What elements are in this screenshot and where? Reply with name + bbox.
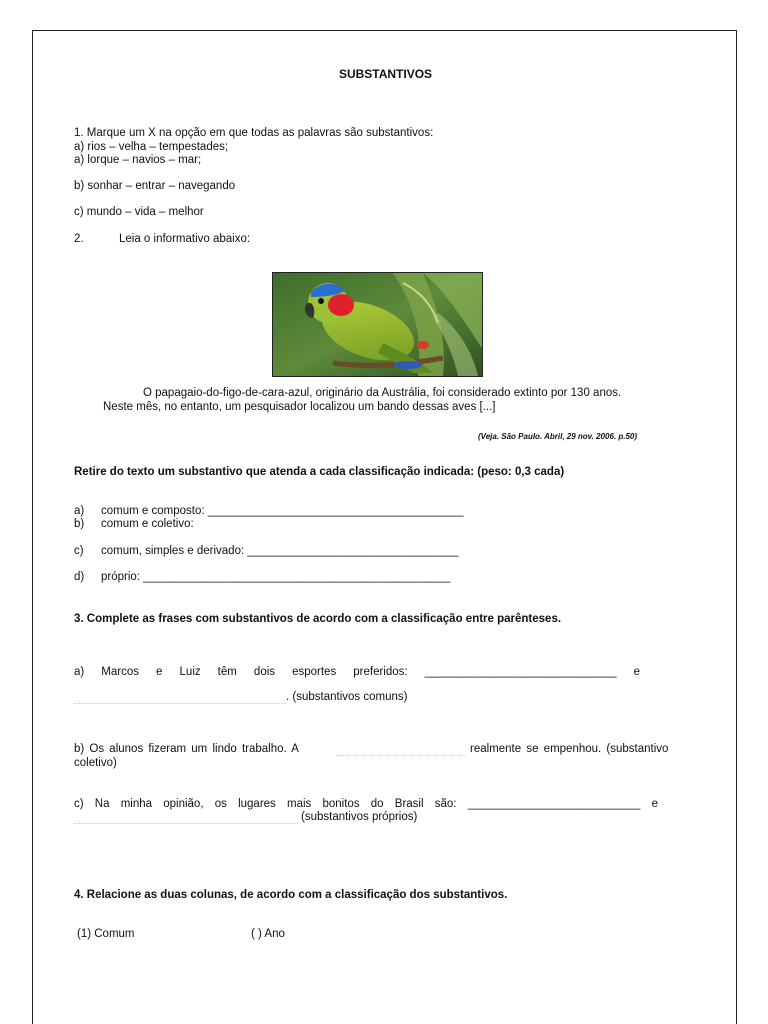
q1-option-3: b) sonhar – entrar – navegando	[74, 180, 236, 192]
q2-item-a-text: comum e composto: ________________________________________	[101, 505, 464, 517]
q2-prompt: Leia o informativo abaixo:	[119, 233, 251, 245]
q2-item-c-letter: c)	[74, 545, 84, 557]
q3-c-blank	[74, 823, 298, 824]
q1-option-2: a) lorque – navios – mar;	[74, 154, 202, 166]
q3-prompt: 3. Complete as frases com substantivos de acordo com a classificação entre parênteses.	[74, 613, 562, 625]
q3-a-line2: . (substantivos comuns)	[286, 691, 408, 703]
q2-caption-line2: Neste mês, no entanto, um pesquisador localizou um bando dessas aves [...]	[103, 401, 496, 413]
q2-reference: (Veja. São Paulo. Abril, 29 nov. 2006. p.50)	[478, 432, 638, 441]
q1-option-4: c) mundo – vida – melhor	[74, 206, 204, 218]
q3-b-line1-end: realmente se empenhou. (substantivo	[470, 743, 669, 755]
q2-item-b-text: comum e coletivo:	[101, 518, 194, 530]
q2-caption-line1: O papagaio-do-figo-de-cara-azul, originário da Austrália, foi considerado extinto por 130 anos.	[143, 387, 622, 399]
q3-b-line1: b) Os alunos fizeram um lindo trabalho. A	[74, 743, 299, 755]
q1-option-1: a) rios – velha – tempestades;	[74, 141, 229, 153]
q1-prompt: 1. Marque um X na opção em que todas as palavras são substantivos:	[74, 127, 434, 139]
q3-b-line2: coletivo)	[74, 757, 117, 769]
q3-c-line1: c) Na minha opinião, os lugares mais bonitos do Brasil são: ___________________________ e	[74, 798, 658, 810]
q2-item-a-letter: a)	[74, 505, 85, 517]
q2-item-b-letter: b)	[74, 518, 85, 530]
q2-instruction: Retire do texto um substantivo que atenda a cada classificação indicada: (peso: 0,3 cada)	[74, 466, 565, 478]
q2-item-d-letter: d)	[74, 571, 85, 583]
q3-a-line1: a) Marcos e Luiz têm dois esportes preferidos: ______________________________ e	[74, 666, 640, 678]
q3-c-line2: (substantivos próprios)	[301, 811, 418, 823]
q2-item-c-text: comum, simples e derivado: _________________________________	[101, 545, 459, 557]
worksheet-page	[32, 30, 737, 1024]
q4-right-item: ( ) Ano	[251, 928, 285, 940]
parrot-photo	[272, 272, 483, 377]
page-title: SUBSTANTIVOS	[338, 67, 433, 81]
q4-prompt: 4. Relacione as duas colunas, de acordo com a classificação dos substantivos.	[74, 889, 508, 901]
q4-left-item: (1) Comum	[77, 928, 135, 940]
q2-item-d-text: próprio: ________________________________________________	[101, 571, 451, 583]
q3-a-blank	[74, 703, 286, 704]
q3-b-blank	[336, 755, 466, 756]
parrot-illustration	[273, 273, 482, 376]
q2-number: 2.	[74, 233, 84, 245]
